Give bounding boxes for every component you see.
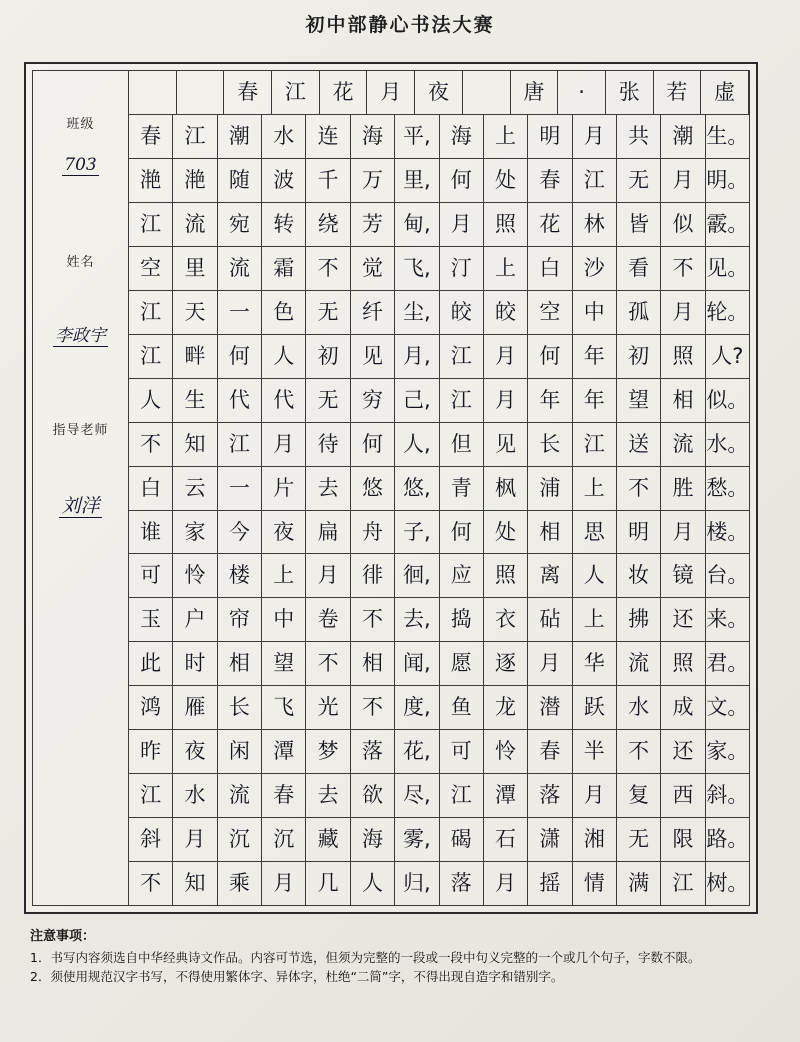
grid-cell: 水 xyxy=(262,115,306,158)
grid-cell: 海 xyxy=(351,115,395,158)
grid-cell: 见 xyxy=(484,423,528,466)
grid-cell: 何 xyxy=(440,511,484,554)
grid-cell: 水 xyxy=(173,774,217,817)
grid-cell: 流 xyxy=(218,774,262,817)
grid-cell: 潜 xyxy=(528,686,572,729)
grid-cell: 汀 xyxy=(440,247,484,290)
grid-cell: 不 xyxy=(306,642,350,685)
grid-row xyxy=(129,335,749,379)
grid-cell: 镜 xyxy=(661,554,705,597)
grid-cell: 闲 xyxy=(218,730,262,773)
grid-cell: 霰。 xyxy=(706,211,749,236)
grid-cell: 光 xyxy=(306,686,350,729)
grid-cell: 一 xyxy=(218,467,262,510)
grid-cell: 穷 xyxy=(351,379,395,422)
grid-cell: 照 xyxy=(661,335,705,378)
grid-cell: 扁 xyxy=(306,511,350,554)
value-name: 李政宇 xyxy=(55,326,106,346)
grid-cell: 月 xyxy=(528,642,572,685)
grid-cell: 觉 xyxy=(351,247,395,290)
grid-row xyxy=(129,247,749,291)
grid-cell: 何 xyxy=(218,335,262,378)
grid-cell: 畔 xyxy=(173,335,217,378)
grid-cell: 来。 xyxy=(706,607,749,632)
grid-cell: 月 xyxy=(262,862,306,905)
grid-cell: 去 xyxy=(306,467,350,510)
grid-cell: 限 xyxy=(661,818,705,861)
grid-cell: 明 xyxy=(528,115,572,158)
grid-cell: 月 xyxy=(367,71,415,114)
grid-cell: 路。 xyxy=(706,827,749,852)
grid-cell: 君。 xyxy=(706,651,749,676)
grid-row xyxy=(129,554,749,598)
grid-cell: 尘, xyxy=(395,291,439,334)
grid-cell: 沙 xyxy=(573,247,617,290)
label-teacher: 指导老师 xyxy=(52,423,109,438)
grid-cell: 知 xyxy=(173,862,217,905)
grid-cell xyxy=(177,71,225,114)
grid-row xyxy=(129,862,749,905)
grid-cell: 尽, xyxy=(395,774,439,817)
grid-cell: 月, xyxy=(395,335,439,378)
grid-cell: 人 xyxy=(129,379,173,422)
grid-cell: 春 xyxy=(528,159,572,202)
grid-cell: 年 xyxy=(573,335,617,378)
grid-cell: 月 xyxy=(661,159,705,202)
grid-cell: 潇 xyxy=(528,818,572,861)
sheet-inner-border xyxy=(32,70,750,906)
grid-cell: 若 xyxy=(654,71,702,114)
grid-row xyxy=(129,423,749,467)
grid-cell: 转 xyxy=(262,203,306,246)
grid-cell: 月 xyxy=(262,423,306,466)
grid-cell: 张 xyxy=(606,71,654,114)
grid-cell: 谁 xyxy=(129,511,173,554)
grid-cell: 望 xyxy=(617,379,661,422)
grid-cell: 归, xyxy=(395,862,439,905)
grid-cell: 夜 xyxy=(415,71,463,114)
grid-cell: 月 xyxy=(173,818,217,861)
notes-heading: 注意事项： xyxy=(30,929,96,944)
grid-cell: 夜 xyxy=(262,511,306,554)
label-class: 班级 xyxy=(66,117,95,132)
grid-cell: 见 xyxy=(351,335,395,378)
grid-cell: 潭 xyxy=(262,730,306,773)
grid-cell: 似。 xyxy=(706,387,749,412)
grid-cell: 应 xyxy=(440,554,484,597)
grid-row xyxy=(129,818,749,862)
grid-cell: 代 xyxy=(218,379,262,422)
grid-cell: 皎 xyxy=(484,291,528,334)
grid-cell: 月 xyxy=(661,511,705,554)
grid-cell: 帘 xyxy=(218,598,262,641)
grid-cell: 见。 xyxy=(706,255,749,280)
grid-cell: 满 xyxy=(617,862,661,905)
grid-cell: 江 xyxy=(573,159,617,202)
grid-cell: 绕 xyxy=(306,203,350,246)
grid-cell: 乘 xyxy=(218,862,262,905)
grid-cell: 但 xyxy=(440,423,484,466)
grid-cell: 知 xyxy=(173,423,217,466)
notes-item-1: 1．书写内容须选自中华经典诗文作品。内容可节选，但须为完整的一段或一段中句义完整的一个或几个句子，字数不限。 xyxy=(30,950,701,965)
grid-cell: 愁。 xyxy=(706,475,749,500)
grid-cell: 唐 xyxy=(511,71,559,114)
grid-cell: 藏 xyxy=(306,818,350,861)
grid-cell: 天 xyxy=(173,291,217,334)
grid-cell: 明。 xyxy=(706,167,749,192)
grid-cell: 湘 xyxy=(573,818,617,861)
grid-cell: 月 xyxy=(661,291,705,334)
grid-cell: 相 xyxy=(351,642,395,685)
grid-cell: 霜 xyxy=(262,247,306,290)
grid-cell: 飞, xyxy=(395,247,439,290)
grid-cell: 不 xyxy=(661,247,705,290)
grid-cell: 潮 xyxy=(218,115,262,158)
grid-cell: 无 xyxy=(306,379,350,422)
grid-cell: 鸿 xyxy=(129,686,173,729)
grid-cell: 青 xyxy=(440,467,484,510)
grid-cell: 送 xyxy=(617,423,661,466)
grid-cell: 连 xyxy=(306,115,350,158)
grid-cell: 离 xyxy=(528,554,572,597)
grid-cell: 闻, xyxy=(395,642,439,685)
grid-cell: 落 xyxy=(528,774,572,817)
grid-cell: 人, xyxy=(395,423,439,466)
grid-cell: 西 xyxy=(661,774,705,817)
grid-cell: 沉 xyxy=(262,818,306,861)
grid-cell: 徘 xyxy=(351,554,395,597)
grid-cell: 年 xyxy=(528,379,572,422)
grid-cell: 生。 xyxy=(706,123,749,148)
grid-cell: 己, xyxy=(395,379,439,422)
grid-cell: 树。 xyxy=(706,871,749,896)
grid-cell: 衣 xyxy=(484,598,528,641)
grid-cell: 色 xyxy=(262,291,306,334)
grid-cell: 明 xyxy=(617,511,661,554)
grid-cell: 空 xyxy=(129,247,173,290)
grid-cell: 长 xyxy=(218,686,262,729)
grid-cell: 何 xyxy=(351,423,395,466)
calligraphy-sheet xyxy=(24,62,758,914)
grid-cell: 欲 xyxy=(351,774,395,817)
grid-cell: 月 xyxy=(484,335,528,378)
grid-cell: 情 xyxy=(573,862,617,905)
form-info-column xyxy=(33,71,129,905)
grid-cell: 月 xyxy=(306,554,350,597)
grid-cell: 江 xyxy=(440,379,484,422)
grid-cell: 怜 xyxy=(484,730,528,773)
grid-cell: 人 xyxy=(573,554,617,597)
grid-cell: 飞 xyxy=(262,686,306,729)
grid-cell: 无 xyxy=(617,159,661,202)
grid-cell: 里 xyxy=(173,247,217,290)
grid-row xyxy=(129,115,749,159)
grid-cell: 江 xyxy=(440,774,484,817)
grid-cell: 中 xyxy=(573,291,617,334)
grid-cell: 不 xyxy=(351,686,395,729)
grid-cell: 碣 xyxy=(440,818,484,861)
page-title: 初中部静心书法大赛 xyxy=(305,14,495,36)
grid-cell: 还 xyxy=(661,730,705,773)
grid-cell: 年 xyxy=(573,379,617,422)
grid-cell: 不 xyxy=(351,598,395,641)
grid-cell: 月 xyxy=(573,115,617,158)
grid-cell: 看 xyxy=(617,247,661,290)
grid-cell: 子, xyxy=(395,511,439,554)
grid-cell: 家 xyxy=(173,511,217,554)
grid-cell: 孤 xyxy=(617,291,661,334)
grid-cell: 胜 xyxy=(661,467,705,510)
grid-cell: 楼。 xyxy=(706,519,749,544)
grid-cell: 纤 xyxy=(351,291,395,334)
grid-cell: 可 xyxy=(440,730,484,773)
grid-cell: 复 xyxy=(617,774,661,817)
grid-cell: 平, xyxy=(395,115,439,158)
grid-row xyxy=(129,291,749,335)
grid-cell: 去 xyxy=(306,774,350,817)
grid-cell: 花 xyxy=(528,203,572,246)
grid-cell: 逐 xyxy=(484,642,528,685)
grid-cell: 上 xyxy=(484,115,528,158)
grid-cell: 滟 xyxy=(173,159,217,202)
grid-row xyxy=(129,642,749,686)
grid-cell: 里, xyxy=(395,159,439,202)
grid-cell: 雾, xyxy=(395,818,439,861)
grid-cell: 初 xyxy=(306,335,350,378)
grid-cell: 江 xyxy=(129,203,173,246)
grid-cell: 跃 xyxy=(573,686,617,729)
grid-cell: 半 xyxy=(573,730,617,773)
grid-cell: 沉 xyxy=(218,818,262,861)
grid-cell: 可 xyxy=(129,554,173,597)
grid-cell: 照 xyxy=(484,203,528,246)
grid-cell: 江 xyxy=(440,335,484,378)
grid-cell: 流 xyxy=(617,642,661,685)
grid-cell: 江 xyxy=(129,335,173,378)
grid-cell: 人? xyxy=(711,343,744,368)
grid-cell: 怜 xyxy=(173,554,217,597)
grid-cell: 皆 xyxy=(617,203,661,246)
grid-cell: 花 xyxy=(320,71,368,114)
label-name: 姓名 xyxy=(66,255,95,270)
grid-row xyxy=(129,511,749,555)
grid-cell: 照 xyxy=(484,554,528,597)
grid-row xyxy=(129,598,749,642)
grid-cell: 愿 xyxy=(440,642,484,685)
grid-row xyxy=(129,379,749,423)
grid-cell: 度, xyxy=(395,686,439,729)
grid-cell: 春 xyxy=(528,730,572,773)
grid-cell: 万 xyxy=(351,159,395,202)
grid-cell: 鱼 xyxy=(440,686,484,729)
grid-cell: 水 xyxy=(617,686,661,729)
grid-cell: 今 xyxy=(218,511,262,554)
grid-cell: 砧 xyxy=(528,598,572,641)
grid-cell: 斜 xyxy=(129,818,173,861)
grid-cell: 枫 xyxy=(484,467,528,510)
grid-cell: 随 xyxy=(218,159,262,202)
grid-cell: 江 xyxy=(573,423,617,466)
grid-cell: 江 xyxy=(129,774,173,817)
grid-cell: 流 xyxy=(661,423,705,466)
grid-cell: 人 xyxy=(351,862,395,905)
grid-cell: 江 xyxy=(173,115,217,158)
grid-cell: 白 xyxy=(129,467,173,510)
grid-cell: 成 xyxy=(661,686,705,729)
grid-cell: 江 xyxy=(661,862,705,905)
grid-cell: 悠, xyxy=(395,467,439,510)
grid-cell: 不 xyxy=(129,423,173,466)
grid-cell: 滟 xyxy=(129,159,173,202)
grid-cell: 一 xyxy=(218,291,262,334)
grid-cell: 初 xyxy=(617,335,661,378)
grid-cell: · xyxy=(558,71,606,114)
grid-cell: 石 xyxy=(484,818,528,861)
grid-cell: 妆 xyxy=(617,554,661,597)
grid-row xyxy=(129,686,749,730)
grid-cell: 落 xyxy=(351,730,395,773)
grid-cell: 千 xyxy=(306,159,350,202)
grid-cell: 玉 xyxy=(129,598,173,641)
grid-cell: 卷 xyxy=(306,598,350,641)
grid-cell: 雁 xyxy=(173,686,217,729)
grid-cell: 相 xyxy=(661,379,705,422)
grid-cell: 望 xyxy=(262,642,306,685)
grid-cell: 还 xyxy=(661,598,705,641)
grid-cell: 浦 xyxy=(528,467,572,510)
grid-cell: 海 xyxy=(351,818,395,861)
grid-cell: 月 xyxy=(484,862,528,905)
grid-cell: 不 xyxy=(617,730,661,773)
grid-cell: 楼 xyxy=(218,554,262,597)
grid-cell: 流 xyxy=(218,247,262,290)
notes-item-2: 2．须使用规范汉字书写，不得使用繁体字、异体字，杜绝“二简”字，不得出现自造字和错别字。 xyxy=(30,969,564,985)
grid-row xyxy=(129,730,749,774)
grid-row xyxy=(129,467,749,511)
grid-cell: 春 xyxy=(262,774,306,817)
grid-cell: 何 xyxy=(528,335,572,378)
grid-cell: 照 xyxy=(661,642,705,685)
grid-cell: 潭 xyxy=(484,774,528,817)
grid-row xyxy=(129,203,749,247)
grid-cell: 月 xyxy=(484,379,528,422)
grid-cell: 何 xyxy=(440,159,484,202)
grid-cell: 台。 xyxy=(706,563,749,588)
grid-cell: 云 xyxy=(173,467,217,510)
grid-cell: 代 xyxy=(262,379,306,422)
grid-cell: 无 xyxy=(306,291,350,334)
value-class: 703 xyxy=(64,155,97,175)
value-teacher: 刘洋 xyxy=(61,495,100,517)
character-grid xyxy=(129,71,749,905)
grid-cell: 华 xyxy=(573,642,617,685)
grid-cell: 文。 xyxy=(706,695,749,720)
grid-cell: 花, xyxy=(395,730,439,773)
grid-row xyxy=(129,159,749,203)
grid-cell: 时 xyxy=(173,642,217,685)
grid-cell: 不 xyxy=(306,247,350,290)
grid-cell: 昨 xyxy=(129,730,173,773)
grid-cell: 空 xyxy=(528,291,572,334)
notes-section xyxy=(30,925,770,987)
grid-cell: 宛 xyxy=(218,203,262,246)
grid-cell: 悠 xyxy=(351,467,395,510)
grid-cell: 落 xyxy=(440,862,484,905)
grid-cell: 甸, xyxy=(395,203,439,246)
grid-cell: 此 xyxy=(129,642,173,685)
grid-cell: 片 xyxy=(262,467,306,510)
grid-cell: 流 xyxy=(173,203,217,246)
grid-cell: 波 xyxy=(262,159,306,202)
grid-cell: 共 xyxy=(617,115,661,158)
grid-cell: 上 xyxy=(262,554,306,597)
grid-cell: 江 xyxy=(218,423,262,466)
grid-cell: 月 xyxy=(440,203,484,246)
grid-cell: 似 xyxy=(661,203,705,246)
grid-cell: 长 xyxy=(528,423,572,466)
grid-cell: 春 xyxy=(224,71,272,114)
grid-cell: 人 xyxy=(262,335,306,378)
grid-cell: 处 xyxy=(484,159,528,202)
grid-cell: 轮。 xyxy=(706,299,749,324)
grid-cell: 摇 xyxy=(528,862,572,905)
grid-cell: 相 xyxy=(528,511,572,554)
grid-cell: 拂 xyxy=(617,598,661,641)
grid-row xyxy=(129,774,749,818)
grid-cell: 月 xyxy=(573,774,617,817)
grid-cell: 林 xyxy=(573,203,617,246)
grid-cell: 家。 xyxy=(706,739,749,764)
grid-cell: 斜。 xyxy=(706,783,749,808)
grid-cell: 江 xyxy=(272,71,320,114)
grid-cell: 不 xyxy=(617,467,661,510)
grid-cell: 思 xyxy=(573,511,617,554)
grid-header-row xyxy=(129,71,749,115)
grid-cell: 梦 xyxy=(306,730,350,773)
grid-cell: 上 xyxy=(573,467,617,510)
grid-cell: 生 xyxy=(173,379,217,422)
grid-cell: 处 xyxy=(484,511,528,554)
grid-cell: 中 xyxy=(262,598,306,641)
grid-cell: 芳 xyxy=(351,203,395,246)
grid-cell: 龙 xyxy=(484,686,528,729)
grid-cell: 几 xyxy=(306,862,350,905)
grid-cell: 待 xyxy=(306,423,350,466)
grid-cell xyxy=(463,71,511,114)
grid-cell: 徊, xyxy=(395,554,439,597)
grid-cell: 户 xyxy=(173,598,217,641)
grid-cell: 上 xyxy=(573,598,617,641)
grid-cell: 水。 xyxy=(706,431,749,456)
grid-cell: 江 xyxy=(129,291,173,334)
grid-cell: 夜 xyxy=(173,730,217,773)
grid-cell xyxy=(129,71,177,114)
grid-cell: 白 xyxy=(528,247,572,290)
grid-cell: 不 xyxy=(129,862,173,905)
grid-cell: 上 xyxy=(484,247,528,290)
grid-cell: 春 xyxy=(129,115,173,158)
grid-cell: 潮 xyxy=(661,115,705,158)
grid-cell: 虚 xyxy=(701,71,749,114)
grid-cell: 捣 xyxy=(440,598,484,641)
grid-cell: 去, xyxy=(395,598,439,641)
grid-cell: 海 xyxy=(440,115,484,158)
grid-cell: 皎 xyxy=(440,291,484,334)
grid-cell: 无 xyxy=(617,818,661,861)
grid-cell: 舟 xyxy=(351,511,395,554)
grid-cell: 相 xyxy=(218,642,262,685)
